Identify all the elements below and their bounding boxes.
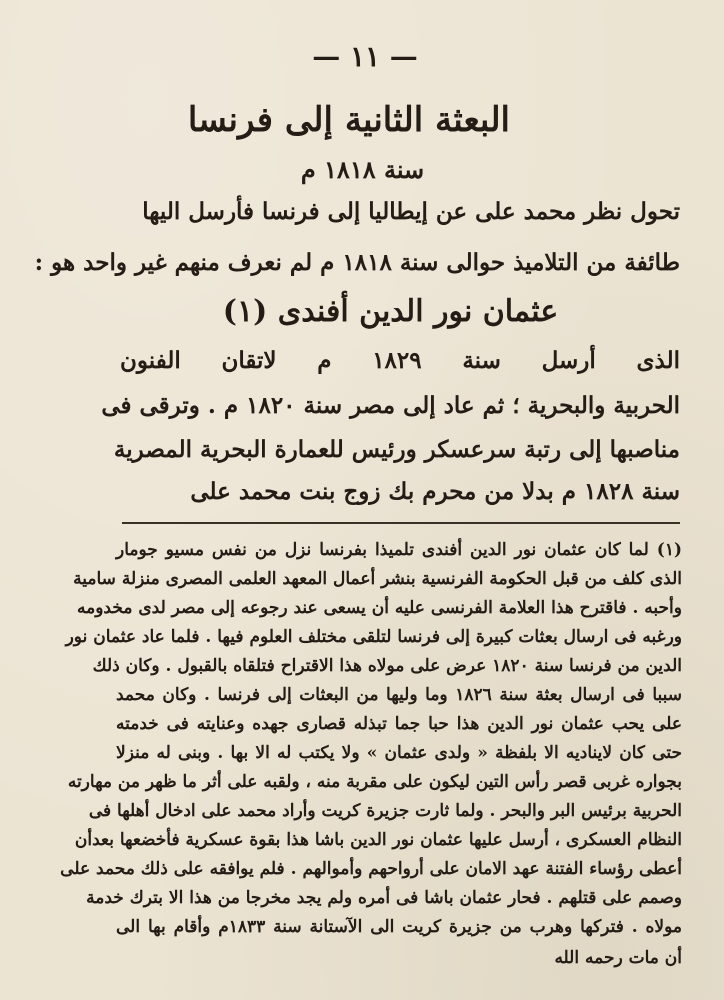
footnote-line: الحربية برئيس البر والبحر . ولما ثارت جزيرة كريت وأراد محمد على ادخال أهلها فى xyxy=(88,801,682,821)
footnote-line: بجواره غربى قصر رأس التين ليكون على مقربة منه ، ولقبه على أثر ما ظهر من مهارته xyxy=(67,772,682,792)
body-line: مناصبها إلى رتبة سرعسكر ورئيس للعمارة البحرية المصرية xyxy=(113,436,680,463)
footnote-line: ورغبه فى ارسال بعثات كبيرة إلى فرنسا لتلقى مختلف العلوم فيها . فلما عاد عثمان نور xyxy=(65,627,682,647)
person-name-heading: عثمان نور الدين أفندى (١) xyxy=(222,294,559,329)
body-line: الحربية والبحرية ؛ ثم عاد إلى مصر سنة ١٨٢٠ م . وترقى فى xyxy=(101,392,680,419)
footnote-divider xyxy=(122,522,680,524)
footnote-line: الذى كلف من قبل الحكومة الفرنسية بنشر أعمال المعهد العلمى المصرى منزلة سامية xyxy=(73,569,682,589)
footnote-line: حتى كان لايناديه الا بلفظة « ولدى عثمان » ولا يكتب له الا بها . وبنى له منزلا xyxy=(116,743,682,763)
footnote-line: أعطى رؤساء الفتنة عهد الامان على أرواحهم وأموالهم . فلم يوافقه على ذلك محمد على xyxy=(60,859,682,879)
body-line: تحول نظر محمد على عن إيطاليا إلى فرنسا فأرسل اليها xyxy=(142,198,680,225)
footnote-line: النظام العسكرى ، أرسل عليها عثمان نور الدين باشا هذا بقوة عسكرية فأخضعها بعدأن xyxy=(74,830,682,850)
body-line: طائفة من التلاميذ حوالى سنة ١٨١٨ م لم نعرف منهم غير واحد هو : xyxy=(34,249,680,276)
footnote-line: سببا فى ارسال بعثة سنة ١٨٢٦ وما وليها من البعثات إلى فرنسا . وكان محمد xyxy=(116,685,682,705)
chapter-title: البعثة الثانية إلى فرنسا xyxy=(187,100,510,140)
footnote-line: على يحب عثمان نور الدين هذا حبا جما تبذله قصارى جهده وعنايته فى خدمته xyxy=(116,714,682,734)
footnote-line: وصمم على قتلهم . فحار عثمان باشا فى أمره ولم يجد مخرجا من هذا الا بترك خدمة xyxy=(86,888,682,908)
body-line: الذى أرسل سنة ١٨٢٩ م لاتقان الفنون xyxy=(120,347,680,374)
footnote-line: الدين من فرنسا سنة ١٨٢٠ عرض على مولاه هذا الاقتراح فتلقاه بالقبول . وكان ذلك xyxy=(92,656,682,676)
footnote-line: وأحبه . فاقترح هذا العلامة الفرنسى عليه أن يسعى عند رجوعه إلى مصر لدى مخدومه xyxy=(77,598,682,618)
footnote-line: مولاه . فتركها وهرب من جزيرة كريت الى الآستانة سنة ١٨٣٣م وأقام بها الى xyxy=(116,917,682,937)
body-line: سنة ١٨٢٨ م بدلا من محرم بك زوج بنت محمد على xyxy=(190,478,680,505)
chapter-subtitle: سنة ١٨١٨ م xyxy=(300,155,425,184)
footnote-line: أن مات رحمه الله xyxy=(554,948,682,968)
footnote-line: (١) لما كان عثمان نور الدين أفندى تلميذا بفرنسا نزل من نفس مسيو جومار xyxy=(116,540,682,560)
page-number: — ١١ — xyxy=(312,40,418,73)
